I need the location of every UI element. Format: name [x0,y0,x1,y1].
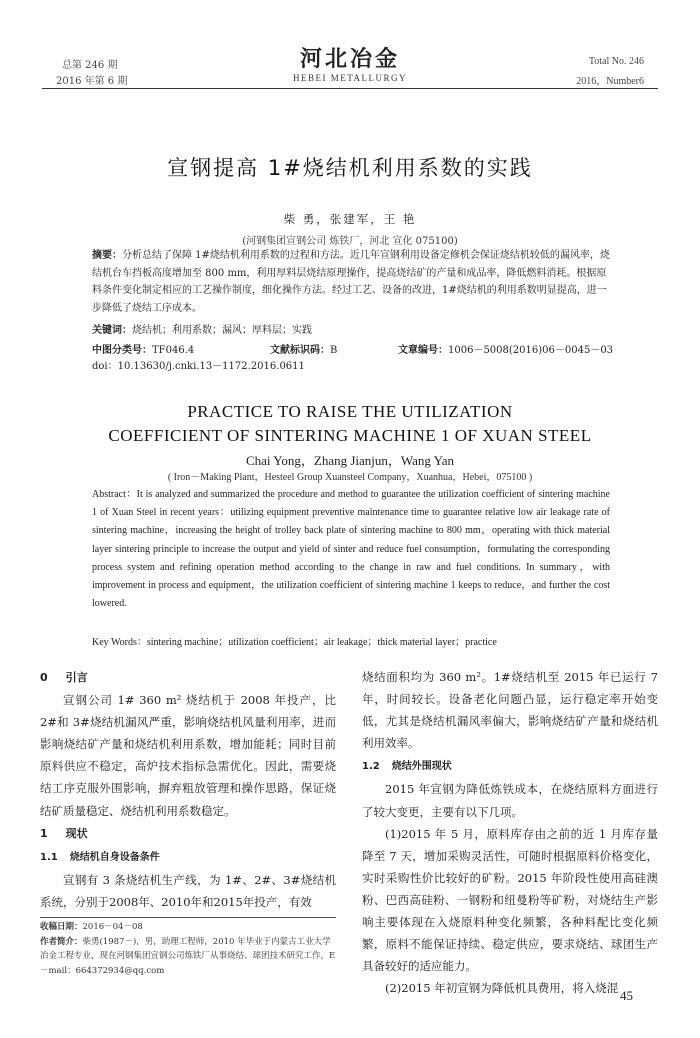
doi: doi：10.13630/j.cnki.13－1172.2016.0611 [92,361,305,372]
section-1-1-heading [40,845,336,869]
authors-cn: 柴 勇，张建军，王 艳 [283,212,417,226]
title-en-line1: PRACTICE TO RAISE THE UTILIZATION [187,402,513,421]
page-number: 45 [620,988,633,1003]
clc-label: 中图分类号： [92,345,152,356]
journal-subtitle: HEBEI METALLURGY [292,73,408,83]
section-0-heading [40,666,336,689]
keywords-en-label: Key Words： [92,637,147,648]
section-1-2-title: 烧结外围现状 [391,761,452,773]
clc-value: TF046.4 [152,345,195,356]
section-0-paragraph: 宣钢公司 1# 360 m² 烧结机于 2008 年投产，比 2#和 3#烧结机漏风严重，影响烧结机风量利用率，进而影响烧结矿产量和烧结机利用系数，增加能耗；同时目前原料供应不稳定，高炉技术指标急需优化。因此，需要烧结工序克服外围影响，摒弃粗放管理和操作思路，保证烧结矿质量稳定、烧结机利用系数稳定。 [40,693,336,818]
keywords-cn [92,322,610,340]
abstract-en [92,486,610,613]
keywords-en-text: sintering machine；utilization coefficient；air leakage；thick material layer；practice [146,637,497,648]
received-date: 2016－04－08 [82,922,143,932]
body-left-column [40,666,336,913]
header-rule [42,88,658,89]
header-total-en: Total No. 246 [588,56,644,67]
author-bio-text: 柴勇(1987－)，男，助理工程师，2010 年毕业于内蒙古工业大学冶金工程专业，现在河钢集团宣钢公司炼铁厂从事烧结、球团技术研究工作，E－mail：664372934@qq.com [40,936,336,976]
section-1-2-paragraph-2: (1)2015 年 5 月，原料库存由之前的近 1 月库存量降至 7 天，增加采购灵活性，可随时根据原料价格变化，实时采购性价比较好的矿粉。2015 年阶段性使用高硅澳粉、巴西高硅粉、一钢粉和纽曼粉等矿粉，对烧结生产影响主要体现在入烧原料种变化频繁，各种料配比变化频繁，原料不能保证持续、稳定供应，要求烧结、球团生产具备较好的适应能力。 [362,826,658,974]
journal-title: 河北冶金 [299,46,400,72]
section-1-1-title: 烧结机自身设备条件 [69,851,160,863]
footnote-received [40,920,336,935]
articleno-label: 文章编号： [398,345,448,356]
footnote-rule [40,917,336,918]
authors-en: Chai Yong，Zhang Jianjun，Wang Yan [245,453,455,468]
article-title-cn: 宣钢提高 1#烧结机利用系数的实践 [167,156,533,180]
received-label: 收稿日期： [40,922,83,932]
abstract-en-label: Abstract： [92,489,137,500]
section-0-title: 引言 [65,671,88,684]
abstract-cn [92,247,610,317]
keywords-en [92,633,612,648]
section-1-2-paragraph-3: (2)2015 年初宣钢为降低机具费用，将入烧混 [385,981,619,996]
abstract-label: 摘要： [92,250,122,261]
affiliation-cn: (河钢集团宣钢公司 炼铁厂，河北 宣化 075100) [242,236,458,247]
section-1-1-paragraph: 宣钢有 3 条烧结机生产线，为 1#、2#、3#烧结机系统，分别于2008年、2010年和2015年投产，有效 [40,872,336,909]
keywords-text: 烧结机；利用系数；漏风；厚料层；实践 [132,325,312,336]
title-en-line2: COEFFICIENT OF SINTERING MACHINE 1 OF XUAN STEEL [108,426,592,445]
keywords-label: 关键词： [92,325,132,336]
author-bio-label: 作者简介： [40,936,83,947]
abstract-en-text: It is analyzed and summarized the procedure and method to guarantee the utilization coefficient of sintering machine 1 of Xuan Steel in recent years：utilizing equipment preventive maintenance time to guarantee relative low air leakage rate of sintering machine，increasing the height of trolley back plate of sintering machine to 800 mm，operating with thick material layer sintering principle to increase the output and yield of sinter and reduce fuel consumption，formulating the corresponding process system and refining operation method according to the change in raw and fuel conditions. In summary，with improvement in process and equipment，the utilization coefficient of sintering machine 1 keeps to reduce，and further the cost lowered. [92,489,610,610]
section-1-2-paragraph-1: 2015 年宣钢为降低炼铁成本，在烧结原料方面进行了较大变更，主要有以下几项。 [362,782,658,819]
doccode-value: B [330,345,338,356]
right-paragraph-1: 烧结面积均为 360 m²。1#烧结机至 2015 年已运行 7 年，时间较长。设备老化问题凸显，运行稳定率开始变低，尤其是烧结机漏风率偏大，影响烧结矿产量和烧结机利用效率。 [362,670,658,751]
section-1-title: 现状 [65,826,88,840]
section-1-heading [40,822,336,845]
footnote [40,920,336,978]
affiliation-en: ( Iron－Making Plant，Hesteel Group Xuansteel Company，Xuanhua，Hebei，075100 ) [167,472,533,483]
section-1-1-number: 1.1 [40,851,58,863]
section-1-2-heading [362,754,658,778]
articleno-value: 1006－5008(2016)06－0045－03 [448,345,614,356]
header-issue-number: 2016 年第 6 期 [56,76,128,87]
footnote-author [40,935,336,979]
header-issue-total: 总第 246 期 [62,60,118,71]
section-1-number: 1 [40,826,48,840]
section-0-number: 0 [40,671,48,684]
header-number-en: 2016，Number6 [576,76,644,87]
section-1-2-number: 1.2 [362,761,380,773]
doccode-label: 文献标识码： [270,345,330,356]
body-right-column [362,666,658,999]
abstract-text: 分析总结了保障 1#烧结机利用系数的过程和方法。近几年宣钢利用设备定修机会保证烧结机较低的漏风率，烧结机台车挡板高度增加至 800 mm，利用厚料层烧结原理操作，提高烧结矿的产量和成品率，降低燃料消耗。根据原料条件变化制定相应的工艺操作制度，细化操作方法。经过工艺、设备的改进，1#烧结机的利用系数明显提高，进一步降低了烧结工序成本。 [92,250,610,314]
